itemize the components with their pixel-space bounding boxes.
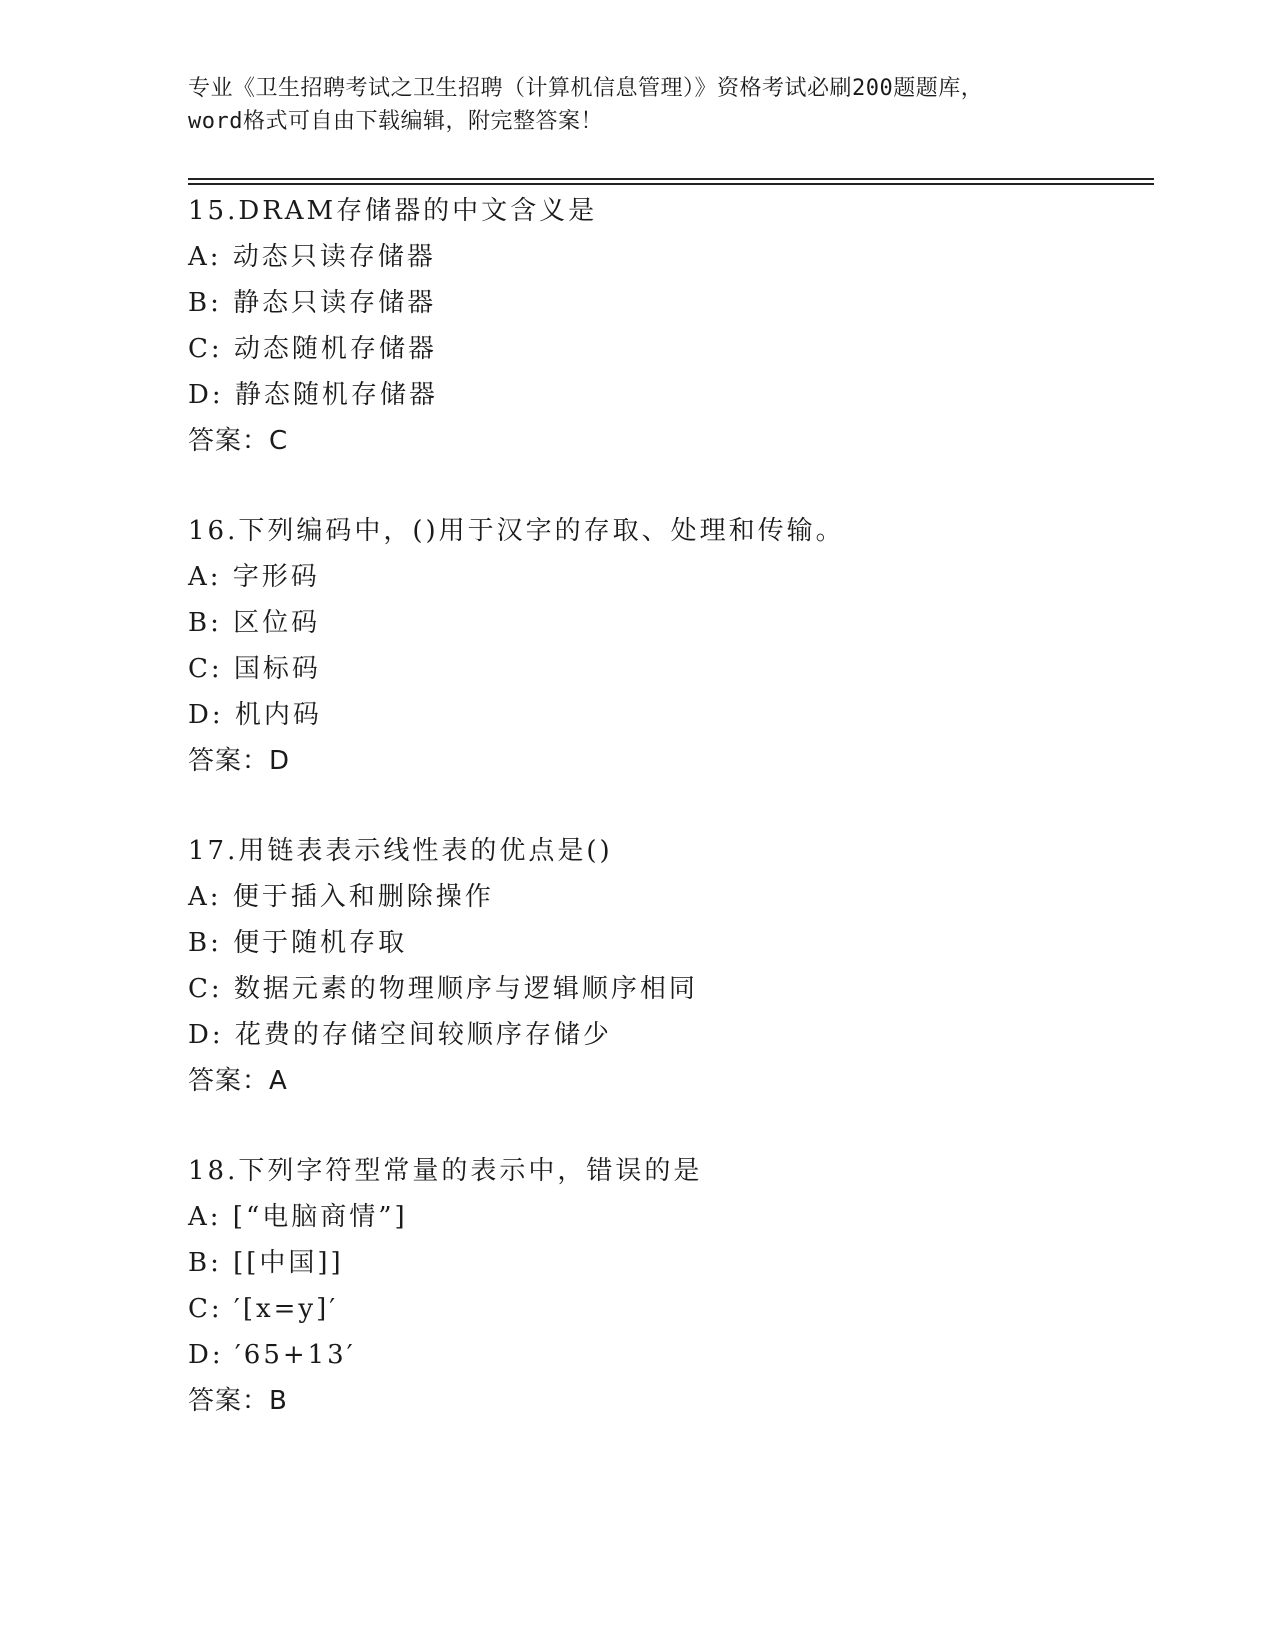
header-line-1: 专业《卫生招聘考试之卫生招聘（计算机信息管理）》资格考试必刷200题题库， xyxy=(188,76,984,101)
option-b: B: 静态只读存储器 xyxy=(188,288,437,318)
header-line-2: word格式可自由下载编辑，附完整答案！ xyxy=(188,109,603,134)
option-d: D: 机内码 xyxy=(188,700,322,730)
option-c: C: 国标码 xyxy=(188,654,321,684)
question-title: 15.DRAM存储器的中文含义是 xyxy=(188,196,598,226)
question-title: 18.下列字符型常量的表示中，错误的是 xyxy=(188,1156,703,1186)
document-header xyxy=(188,72,1108,138)
answer-label: 答案：A xyxy=(188,1066,288,1096)
option-d: D: 静态随机存储器 xyxy=(188,380,438,410)
question-17 xyxy=(188,828,1148,1104)
option-c: C: ′[x=y]′ xyxy=(188,1294,339,1324)
option-d: D: 花费的存储空间较顺序存储少 xyxy=(188,1020,612,1050)
option-a: A: 便于插入和删除操作 xyxy=(188,882,494,912)
answer-label: 答案：C xyxy=(188,426,289,456)
question-title: 16.下列编码中，()用于汉字的存取、处理和传输。 xyxy=(188,516,845,546)
option-c: C: 数据元素的物理顺序与逻辑顺序相同 xyxy=(188,974,698,1004)
question-spacer xyxy=(188,784,1148,828)
option-d: D: ′65+13′ xyxy=(188,1340,356,1370)
option-c: C: 动态随机存储器 xyxy=(188,334,437,364)
question-18 xyxy=(188,1148,1148,1424)
answer-label: 答案：D xyxy=(188,746,291,776)
question-spacer xyxy=(188,464,1148,508)
option-b: B: 区位码 xyxy=(188,608,321,638)
option-a: A: 字形码 xyxy=(188,562,320,592)
question-title: 17.用链表表示线性表的优点是() xyxy=(188,836,613,866)
question-15 xyxy=(188,188,1148,464)
header-divider-bottom xyxy=(188,183,1154,185)
header-divider-top xyxy=(188,178,1154,180)
option-b: B: [[中国]] xyxy=(188,1248,344,1278)
question-16 xyxy=(188,508,1148,784)
question-spacer xyxy=(188,1104,1148,1148)
answer-label: 答案：B xyxy=(188,1386,288,1416)
option-a: A: 动态只读存储器 xyxy=(188,242,436,272)
option-a: A: [“电脑商情”] xyxy=(188,1202,408,1232)
question-list xyxy=(188,188,1148,1424)
option-b: B: 便于随机存取 xyxy=(188,928,408,958)
